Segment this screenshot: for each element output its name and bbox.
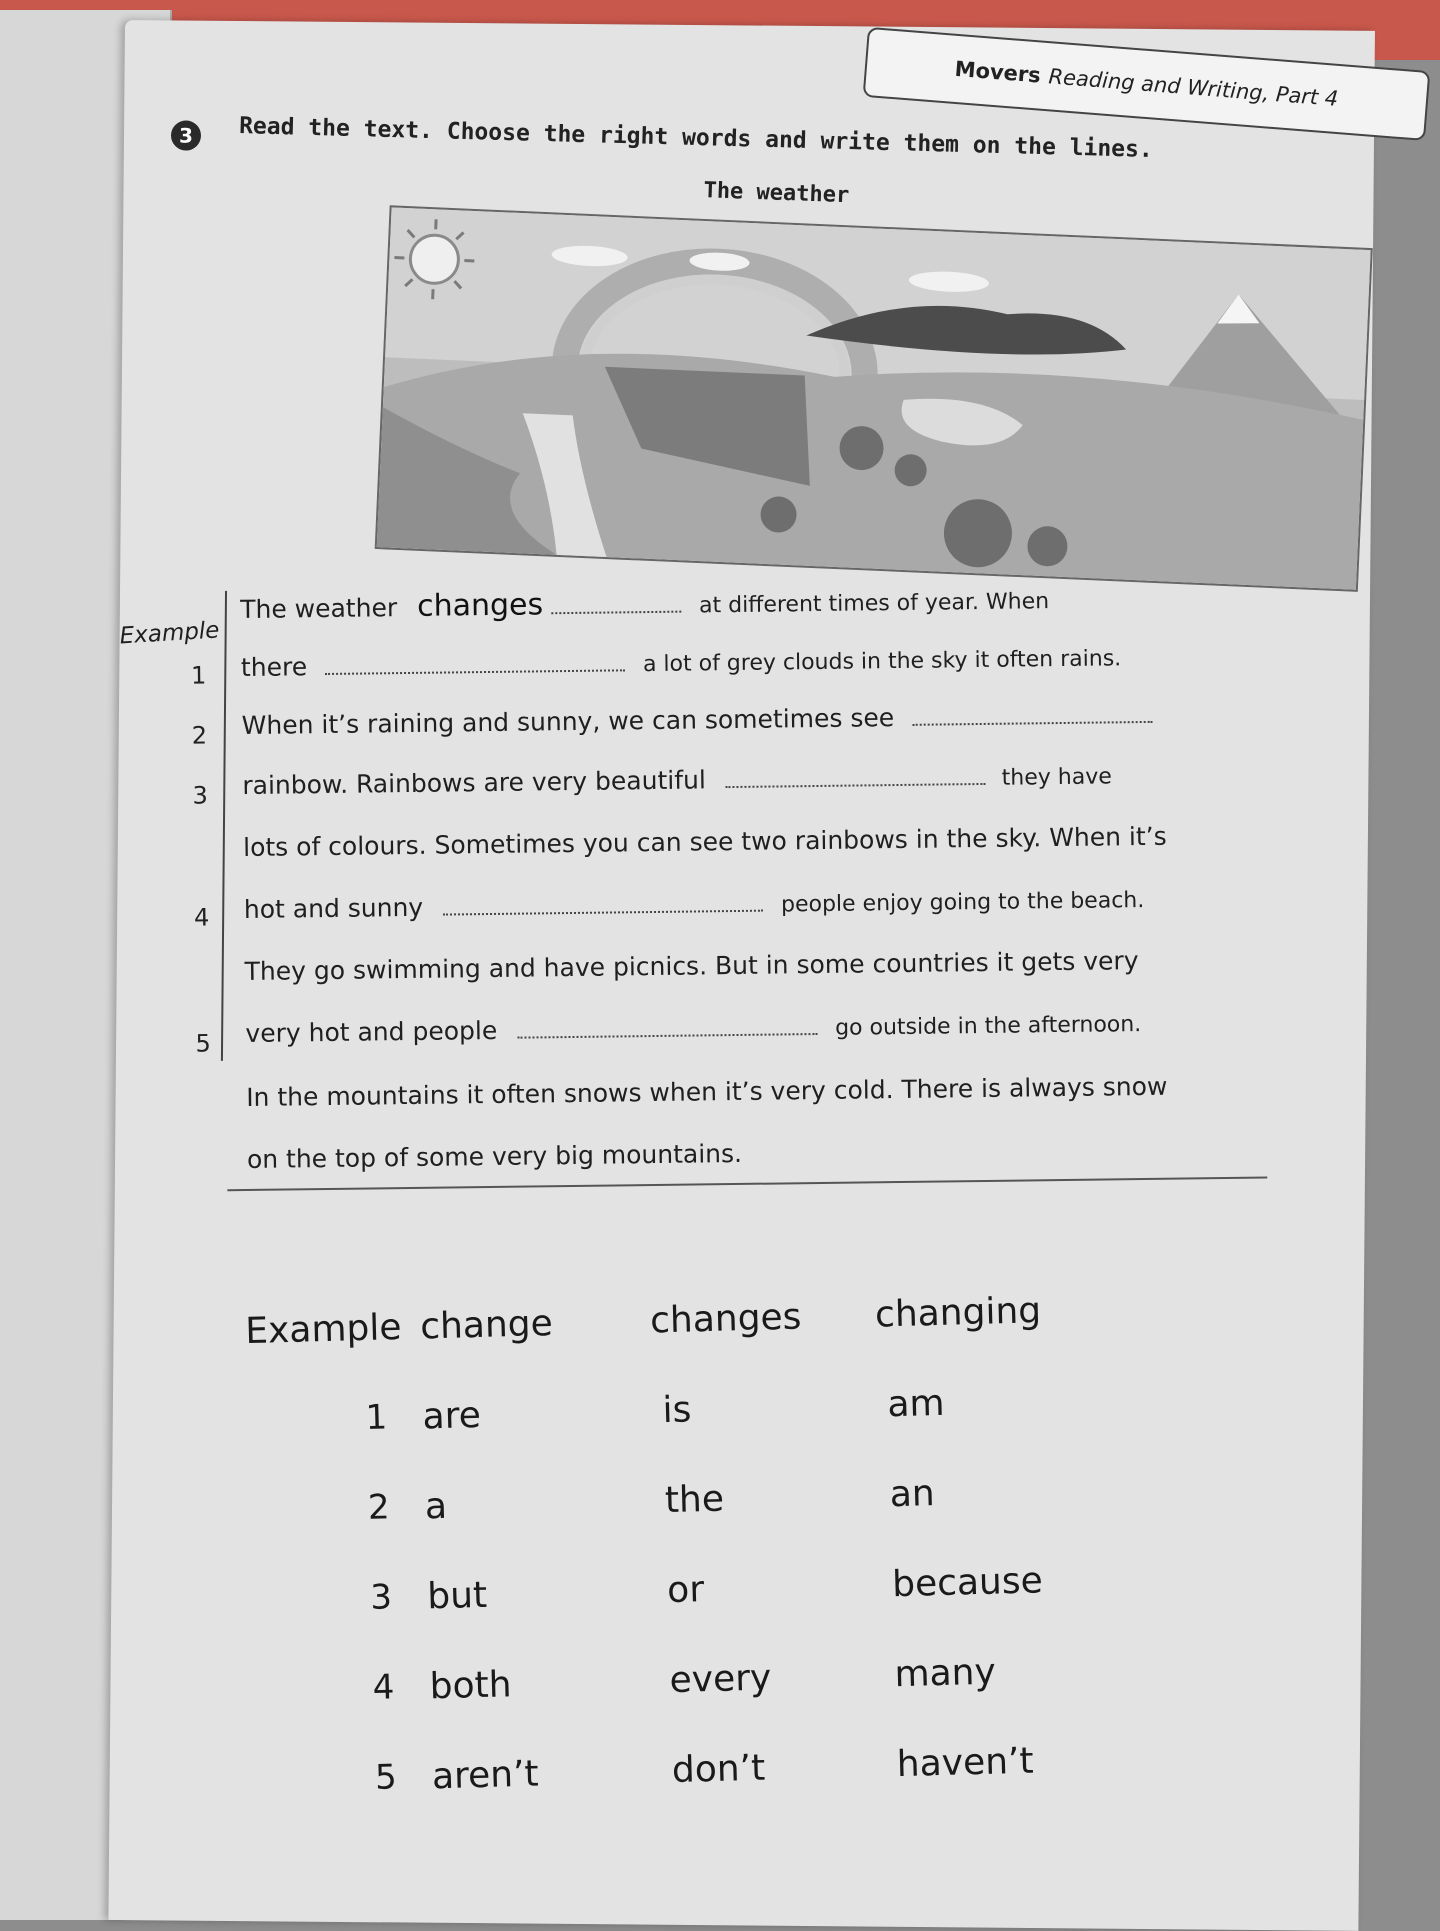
bank-option: or [667, 1569, 705, 1611]
story-line-7: very hot and people go outside in the afternoon. [245, 1008, 1141, 1048]
story-line-3: rainbow. Rainbows are very beautiful they have [242, 760, 1112, 800]
bank-label-example: Example [245, 1307, 402, 1352]
bank-option: haven’t [896, 1741, 1034, 1786]
bank-option: changes [650, 1297, 802, 1342]
item-number-2: 2 [192, 721, 208, 749]
bank-label-1: 1 [365, 1397, 388, 1438]
answer-blank-3[interactable] [726, 763, 986, 788]
item-number-4: 4 [194, 903, 210, 931]
instruction-text: Read the text. Choose the right words and write them on the lines. [239, 113, 1153, 163]
exercise-number-badge: 3 [171, 120, 201, 150]
item-number-5: 5 [195, 1029, 211, 1057]
bank-option: is [662, 1389, 692, 1431]
story-box-bottom-line [227, 1177, 1267, 1192]
story-line-2: When it’s raining and sunny, we can sometimes see [241, 700, 1152, 740]
bank-option: don’t [671, 1748, 765, 1791]
item-number-3: 3 [192, 781, 208, 809]
bank-label-4: 4 [372, 1667, 395, 1708]
bank-option: aren’t [432, 1754, 540, 1798]
answer-blank-2[interactable] [912, 701, 1152, 726]
weather-illustration [375, 205, 1373, 592]
bank-option: am [887, 1383, 945, 1425]
section-header [863, 27, 1431, 141]
example-answer: changes [417, 587, 543, 624]
story-title: The weather [703, 178, 849, 208]
story-line-5: hot and sunny people enjoy going to the beach. [244, 884, 1145, 924]
answer-blank-1[interactable] [325, 649, 625, 675]
item-number-1: 1 [191, 661, 207, 689]
bank-option: changing [875, 1290, 1042, 1335]
story-line-1: there a lot of grey clouds in the sky it often rains. [241, 642, 1122, 682]
bank-option: the [664, 1479, 724, 1522]
bank-option: but [427, 1575, 488, 1618]
bank-option: because [892, 1560, 1044, 1605]
answer-blank-5[interactable] [517, 1013, 817, 1039]
story-line-4: lots of colours. Sometimes you can see two rainbows in the sky. When it’s [243, 822, 1167, 862]
story-line-0: The weather changes at different times of year. When [240, 581, 1049, 626]
bank-label-3: 3 [370, 1577, 393, 1618]
bank-option: are [422, 1395, 481, 1438]
header-bold: Movers [954, 57, 1042, 88]
bank-option: many [894, 1652, 996, 1696]
bank-label-2: 2 [367, 1487, 390, 1528]
bank-option: both [429, 1664, 512, 1707]
bank-label-5: 5 [375, 1757, 398, 1798]
story-line-9: on the top of some very big mountains. [247, 1139, 742, 1174]
bank-option: every [669, 1657, 772, 1701]
bank-option: change [420, 1303, 554, 1347]
answer-blank-4[interactable] [443, 890, 763, 916]
example-label: Example [119, 617, 220, 649]
story-line-6: They go swimming and have picnics. But in some countries it gets very [244, 946, 1138, 986]
workbook-page [108, 20, 1375, 1931]
bank-option: an [889, 1473, 935, 1515]
margin-line [221, 591, 227, 1061]
bank-option: a [424, 1486, 447, 1528]
story-line-8: In the mountains it often snows when it’s very cold. There is always snow [246, 1072, 1168, 1112]
header-rest: Reading and Writing, Part 4 [1048, 64, 1339, 111]
